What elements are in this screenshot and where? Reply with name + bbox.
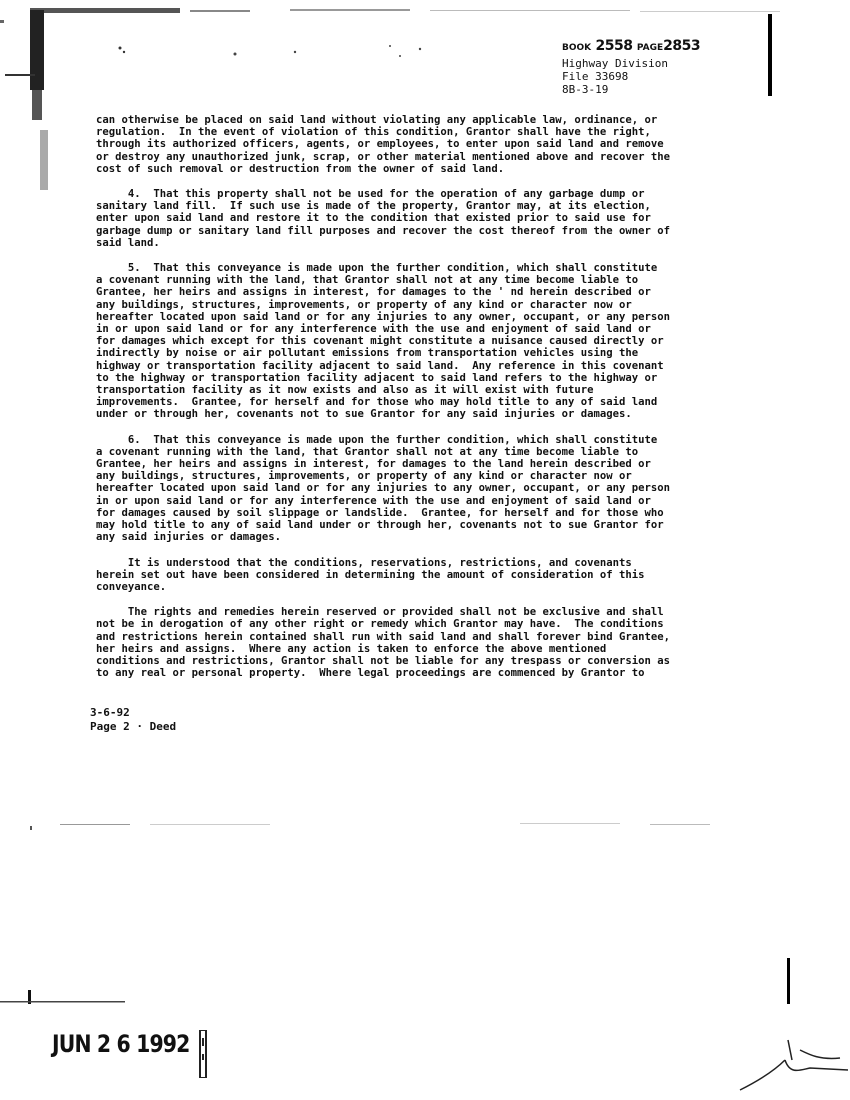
scan-noise-bottom-left: [0, 990, 130, 1010]
text-line: 5. That this conveyance is made upon the further condition, which shall constitute: [96, 262, 658, 275]
footer-page-label: Page 2 · Deed: [90, 720, 177, 733]
text-line: regulation. In the event of violation of this condition, Grantor shall have the right,: [96, 126, 651, 139]
text-line: or destroy any unauthorized junk, scrap, or other material mentioned above and recover the: [96, 150, 671, 163]
text-line: to any real or personal property. Where legal proceedings are commenced by Grantor to: [96, 667, 645, 680]
scan-edge-bar-lower: [787, 958, 790, 1004]
text-line: in or upon said land or for any interference with the use and enjoyment of said land or: [96, 323, 651, 336]
book-number: 2558: [595, 38, 633, 54]
text-line: transportation facility as it now exists and also as it will exist with future: [96, 384, 594, 397]
reference-number: 8B-3-19: [562, 83, 609, 96]
scan-edge-bar: [768, 14, 772, 96]
file-info: [562, 57, 762, 96]
text-line: under or through her, covenants not to sue Grantor for any said injuries or damages.: [96, 408, 632, 421]
text-line: her heirs and assigns. Where any action is taken to enforce the above mentioned: [96, 642, 607, 655]
text-line: may hold title to any of said land under or through her, covenants not to sue Grantor for: [96, 519, 664, 532]
text-line: a covenant running with the land, that Grantor shall not at any time become liable to: [96, 274, 639, 287]
book-label: BOOK: [562, 43, 592, 53]
text-line: Grantee, her heirs and assigns in interest, for damages to the land herein described or: [96, 458, 651, 471]
footer-date: 3-6-92: [90, 706, 130, 719]
file-number: File 33698: [562, 70, 629, 83]
text-line: in or upon said land or for any interference with the use and enjoyment of said land or: [96, 494, 651, 507]
text-line: highway or transportation facility adjacent to said land. Any reference in this covenant: [96, 359, 664, 372]
text-line: to the highway or transportation facility adjacent to said land refers to the highway or: [96, 371, 658, 384]
scan-noise-top: [30, 6, 780, 16]
text-line: hereafter located upon said land or for any injuries to any owner, occupant, or any person: [96, 310, 671, 323]
received-date-stamp: JUN 2 6 1992: [52, 1030, 190, 1058]
text-line: cost of such removal or destruction from the owner of said land.: [96, 162, 505, 175]
text-line: improvements. Grantee, for herself and for those who may hold title to any of said land: [96, 396, 658, 409]
paragraph-p-6: [96, 434, 732, 544]
deed-body: [96, 114, 732, 692]
text-line: not be in derogation of any other right or remedy which Grantor may have. The conditions: [96, 618, 664, 631]
text-line: The rights and remedies herein reserved or provided shall not be exclusive and shall: [96, 606, 664, 619]
scan-noise-middle: [30, 818, 750, 838]
text-line: for damages which except for this covenant might constitute a nuisance caused directly or: [96, 335, 664, 348]
paragraph-p-continued: [96, 114, 732, 175]
text-line: hereafter located upon said land or for any injuries to any owner, occupant, or any person: [96, 482, 671, 495]
text-line: through its authorized officers, agents, or employees, to enter upon said land and remove: [96, 138, 664, 151]
text-line: for damages caused by soil slippage or landslide. Grantee, for herself and for those who: [96, 506, 664, 519]
text-line: said land.: [96, 236, 160, 249]
text-line: sanitary land fill. If such use is made of the property, Grantor may, at its election,: [96, 200, 651, 213]
text-line: any said injuries or damages.: [96, 531, 281, 544]
recording-header: [562, 38, 762, 96]
signature-scribble: [730, 1030, 850, 1100]
page-number: 2853: [663, 38, 701, 54]
stamp-mark: [196, 1030, 210, 1078]
scan-noise-header: [100, 40, 430, 70]
text-line: conveyance.: [96, 580, 167, 593]
text-line: It is understood that the conditions, reservations, restrictions, and covenants: [96, 556, 632, 569]
division-text: Highway Division: [562, 57, 668, 70]
text-line: conditions and restrictions, Grantor shall not be liable for any trespass or conversion as: [96, 654, 671, 667]
text-line: 4. That this property shall not be used for the operation of any garbage dump or: [96, 188, 645, 201]
paragraph-p-rights: [96, 606, 732, 679]
text-line: Grantee, her heirs and assigns in interest, for damages to the ' nd herein described or: [96, 286, 651, 299]
paragraph-p-understood: [96, 557, 732, 594]
scan-noise-left-edge: [0, 0, 60, 200]
paragraph-p-4: [96, 188, 732, 249]
text-line: and restrictions herein contained shall run with said land and shall forever bind Grantee,: [96, 630, 671, 643]
paragraph-p-5: [96, 262, 732, 421]
text-line: any buildings, structures, improvements, or property of any kind or character now or: [96, 298, 632, 311]
text-line: enter upon said land and restore it to the condition that existed prior to said use for: [96, 212, 651, 225]
text-line: a covenant running with the land, that Grantor shall not at any time become liable to: [96, 445, 639, 458]
book-page-reference: [562, 38, 762, 54]
text-line: indirectly by noise or air pollutant emissions from transportation vehicles using the: [96, 347, 639, 360]
text-line: garbage dump or sanitary land fill purposes and recover the cost thereof from the owner of: [96, 224, 671, 237]
text-line: 6. That this conveyance is made upon the further condition, which shall constitute: [96, 433, 658, 446]
page-footer: [90, 706, 176, 734]
page-label: PAGE: [636, 43, 664, 53]
text-line: can otherwise be placed on said land without violating any applicable law, ordinance, or: [96, 114, 658, 126]
text-line: herein set out have been considered in determining the amount of consideration of this: [96, 568, 645, 581]
text-line: any buildings, structures, improvements, or property of any kind or character now or: [96, 470, 632, 483]
